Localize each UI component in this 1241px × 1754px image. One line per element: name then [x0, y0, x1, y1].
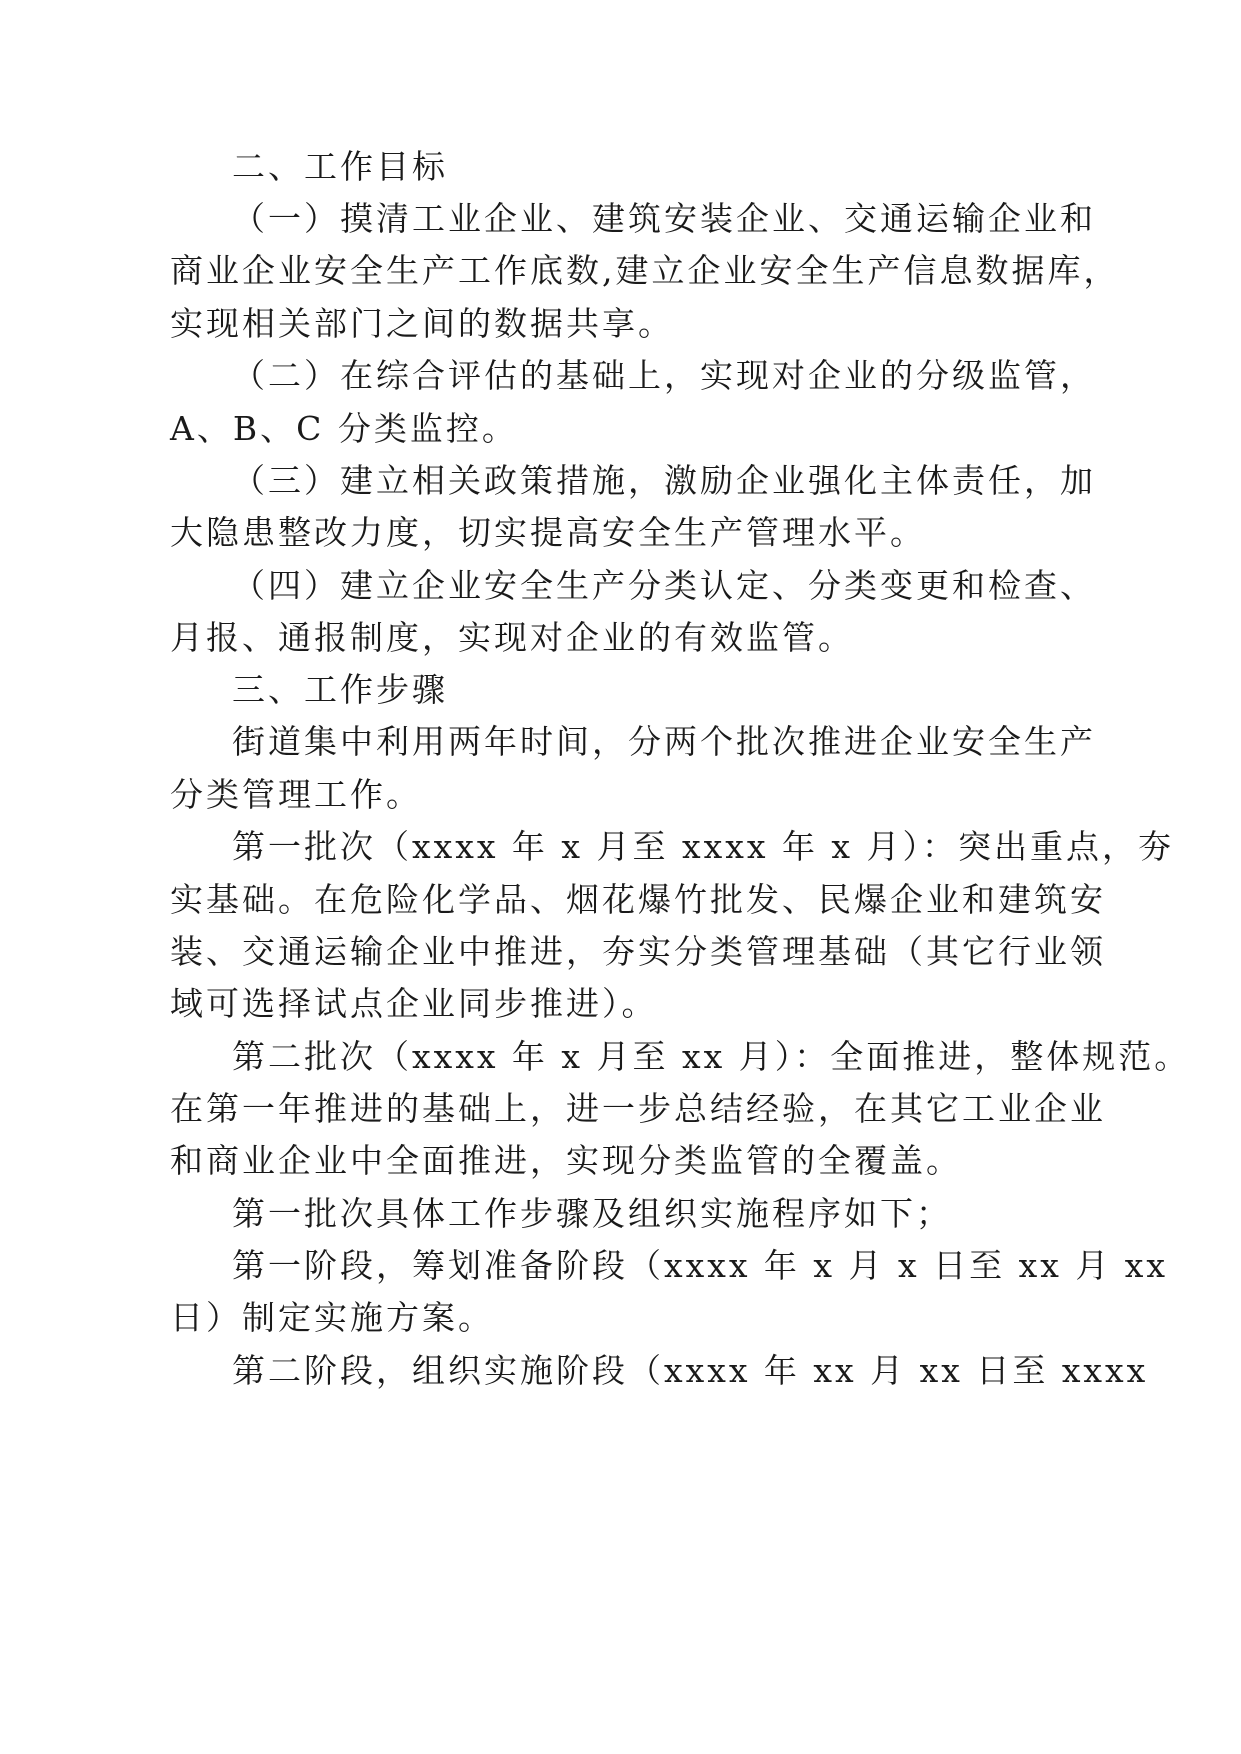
paragraph-line: A、B、C 分类监控。 — [170, 409, 518, 448]
paragraph-line: 街道集中利用两年时间，分两个批次推进企业安全生产 — [232, 722, 1096, 761]
paragraph-line: （三）建立相关政策措施，激励企业强化主体责任，加 — [232, 461, 1096, 500]
paragraph-line: （二）在综合评估的基础上，实现对企业的分级监管， — [232, 356, 1096, 395]
section-heading-goals: 二、工作目标 — [232, 147, 448, 186]
paragraph-line: 和商业企业中全面推进，实现分类监管的全覆盖。 — [170, 1141, 962, 1180]
paragraph-line: 域可选择试点企业同步推进）。 — [170, 984, 658, 1023]
paragraph-line: 分类管理工作。 — [170, 775, 422, 814]
paragraph-line: 月报、通报制度，实现对企业的有效监管。 — [170, 618, 854, 657]
paragraph-line: 第二阶段，组织实施阶段（xxxx 年 xx 月 xx 日至 xxxx — [232, 1351, 1149, 1390]
paragraph-line: 第一批次（xxxx 年 x 月至 xxxx 年 x 月）：突出重点，夯 — [232, 827, 1175, 866]
paragraph-line: 日）制定实施方案。 — [170, 1298, 494, 1337]
paragraph-line: 商业企业安全生产工作底数,建立企业安全生产信息数据库， — [170, 251, 1120, 290]
paragraph-line: 第二批次（xxxx 年 x 月至 xx 月）：全面推进，整体规范。 — [232, 1037, 1191, 1076]
section-heading-steps: 三、工作步骤 — [232, 670, 448, 709]
paragraph-line: 在第一年推进的基础上，进一步总结经验，在其它工业企业 — [170, 1089, 1106, 1128]
paragraph-line: 第一批次具体工作步骤及组织实施程序如下； — [232, 1194, 952, 1233]
paragraph-line: 装、交通运输企业中推进，夯实分类管理基础（其它行业领 — [170, 932, 1106, 971]
paragraph-line: （四）建立企业安全生产分类认定、分类变更和检查、 — [232, 566, 1096, 605]
paragraph-line: 大隐患整改力度，切实提高安全生产管理水平。 — [170, 513, 926, 552]
paragraph-line: 第一阶段，筹划准备阶段（xxxx 年 x 月 x 日至 xx 月 xx — [232, 1246, 1169, 1285]
paragraph-line: 实现相关部门之间的数据共享。 — [170, 304, 674, 343]
paragraph-line: 实基础。在危险化学品、烟花爆竹批发、民爆企业和建筑安 — [170, 880, 1106, 919]
paragraph-line: （一）摸清工业企业、建筑安装企业、交通运输企业和 — [232, 199, 1096, 238]
